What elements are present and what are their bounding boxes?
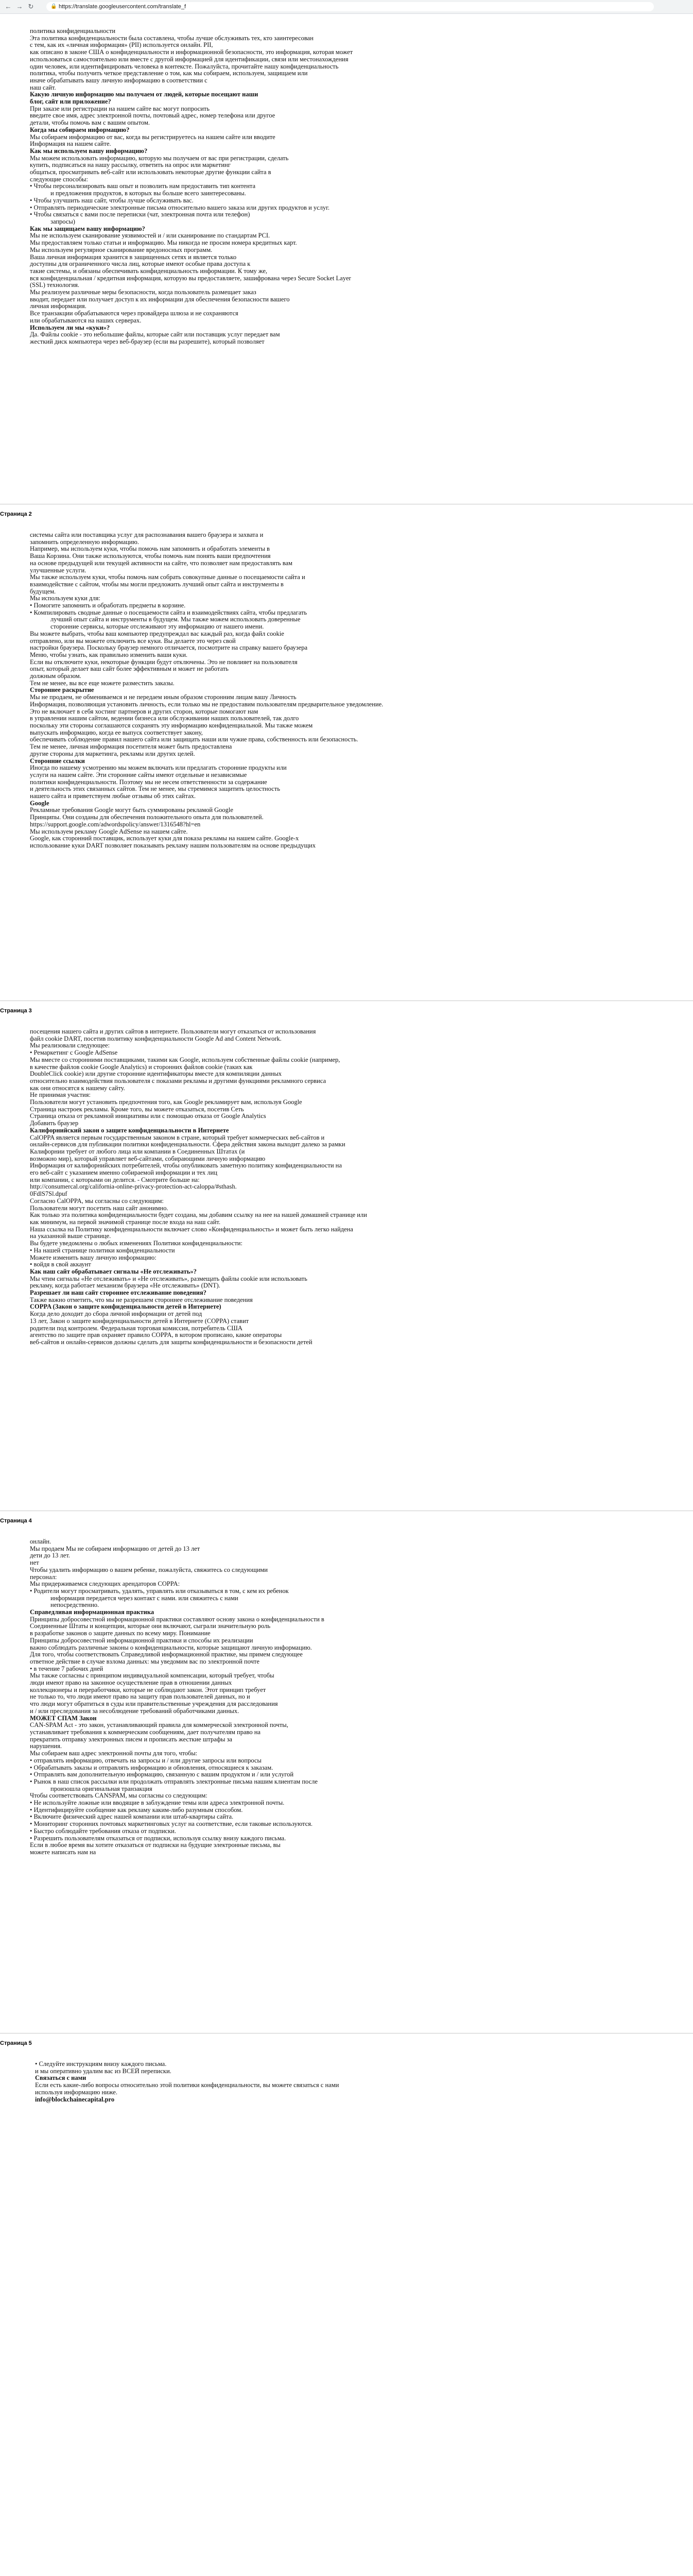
text-line: Также важно отметить, что мы не разрешаем стороннее отслеживание поведения — [30, 1296, 253, 1303]
text-line: введите свое имя, адрес электронной почты, почтовый адрес, номер телефона или другое — [30, 112, 275, 120]
text-line: ответное действие в случае взлома данных: мы уведомим вас по электронной почте — [30, 1658, 259, 1665]
text-line: услуги на нашем сайте. Эти сторонние сайты имеют отдельные и независимые — [30, 771, 247, 778]
text-line: должным образом. — [30, 673, 81, 680]
text-line: Добавить браузер — [30, 1120, 79, 1127]
text-line: отправлено, или вы можете отключить все куки. Вы делаете это через свой — [30, 637, 236, 645]
text-line: Ваша Корзина. Они также используются, чтобы помочь нам понять ваши предпочтения — [30, 553, 271, 560]
text-line: https://support.google.com/adwordspolicy/answer/1316548?hl=en — [30, 821, 201, 828]
section-heading: Как наш сайт обрабатывает сигналы «Не отслеживать»? — [30, 1268, 197, 1275]
text-line: Согласно CalOPPA, мы согласны со следующим: — [30, 1197, 164, 1205]
text-line: Когда дело доходит до сбора личной информации от детей под — [30, 1311, 202, 1318]
text-line: на основе предыдущей или текущей активности на сайте, что позволяет нам предоставлять вам — [30, 560, 292, 567]
text-line: улучшенные услуги. — [30, 567, 86, 574]
text-line: Мы предоставляем только статьи и информацию. Мы никогда не просим номера кредитных карт. — [30, 240, 297, 247]
text-line: Чтобы соответствовать CANSPAM, мы согласны со следующим: — [30, 1792, 207, 1800]
text-line: личная информация. — [30, 303, 86, 310]
text-line: Мы придерживаемся следующих арендаторов COPPA: — [30, 1581, 180, 1588]
page-text — [30, 28, 576, 346]
text-line: не только то, что люди имеют право на защиту прав пользователей данных, но и — [30, 1693, 250, 1701]
text-line: нарушения. — [30, 1743, 62, 1750]
text-line: в разработке законов о защите данных по всему миру. Понимание — [30, 1630, 211, 1637]
text-line: Тем не менее, вы все еще можете разместить заказы. — [30, 680, 175, 687]
section-heading: Какую личную информацию мы получаем от людей, которые посещают наши — [30, 91, 258, 98]
text-line: Эта политика конфиденциальности была составлена, чтобы лучше обслуживать тех, кто заинтересован — [30, 35, 314, 42]
text-line: файл cookie DART, посетив политику конфиденциальности Google Ad and Content Network. — [30, 1035, 282, 1042]
section-heading: COPPA (Закон о защите конфиденциальности детей в Интернете) — [30, 1303, 221, 1311]
text-line: • Разрешить пользователям отказаться от подписки, используя ссылку внизу каждого письма. — [30, 1835, 286, 1842]
text-line: с тем, как их «личная информация» (PII) используется онлайн. PII, — [30, 42, 213, 49]
text-line: Все транзакции обрабатываются через провайдера шлюза и не сохраняются — [30, 310, 238, 317]
page-label: Страница 3 — [0, 1008, 32, 1014]
text-line: как минимум, на первой значимой странице после входа на наш сайт. — [30, 1218, 221, 1226]
page-text — [30, 1538, 576, 1856]
text-line: Информация на нашем сайте. — [30, 141, 111, 148]
text-line: • Идентифицируйте сообщение как рекламу каким-либо разумным способом. — [30, 1806, 243, 1814]
text-line: коллекционеры и переработчики, которые не соблюдают закон. Этот принцип требует — [30, 1686, 266, 1693]
text-line: Мы используем куки для: — [30, 595, 100, 602]
page-text — [30, 1028, 576, 1346]
text-line: Рекламные требования Google могут быть суммированы рекламой Google — [30, 807, 233, 814]
text-line: и деятельность этих связанных сайтов. Тем не менее, мы стремимся защитить целостность — [30, 786, 280, 793]
text-line: • Чтобы улучшить наш сайт, чтобы лучше обслуживать вас. — [30, 197, 194, 204]
text-line: онлайн. — [30, 1538, 51, 1545]
text-line: • На нашей странице политики конфиденциальности — [30, 1247, 175, 1254]
reload-icon[interactable]: ↻ — [28, 3, 34, 10]
section-heading: блог, сайт или приложение? — [30, 98, 111, 106]
text-line: информация передается через контакт с нами. или свяжитесь с нами — [50, 1595, 238, 1602]
text-line: обеспечивать соблюдение правил нашего сайта или защищать наши или чужие права, собственность или безопасность. — [30, 736, 358, 743]
text-line: прекратить отправку электронных писем и прописать жесткие штрафы за — [30, 1736, 232, 1743]
text-line: использование куки DART позволяет показывать рекламу нашим пользователям на основе предыдущих — [30, 842, 316, 849]
text-line: в качестве файлов cookie Google Analytics) и сторонних файлов cookie (таких как — [30, 1063, 253, 1071]
text-line: Ваша личная информация хранится в защищенных сетях и является только — [30, 253, 237, 261]
text-line: • Обрабатывать заказы и отправлять информацию и обновления, относящиеся к заказам. — [30, 1764, 273, 1771]
text-line: купить, подписаться на нашу рассылку, ответить на опрос или маркетинг — [30, 162, 231, 169]
text-line: Вы можете выбрать, чтобы ваш компьютер предупреждал вас каждый раз, когда файл cookie — [30, 630, 284, 637]
text-line: такие системы, и обязаны обеспечивать конфиденциальность информации. К тому же, — [30, 267, 268, 275]
text-line: • отправлять информацию, отвечать на запросы и / или другие запросы или вопросы — [30, 1757, 262, 1764]
text-line: взаимодействие с сайтом, чтобы мы могли предложить лучший опыт сайта и инструменты в — [30, 581, 284, 588]
text-line: Мы не используем сканирование уязвимостей и / или сканирование по стандартам PCI. — [30, 232, 270, 240]
section-heading: Когда мы собираем информацию? — [30, 126, 130, 133]
text-line: Если есть какие-либо вопросы относительно этой политики конфиденциальности, вы можете связаться с нами — [35, 2082, 339, 2089]
text-line: Мы чтим сигналы «Не отслеживать» и «Не отслеживать», размещать файлы cookie или использовать — [30, 1275, 307, 1282]
text-line: Мы также согласны с принципом индивидуальной компенсации, который требует, чтобы — [30, 1672, 274, 1680]
section-heading: Сторонние ссылки — [30, 757, 85, 765]
text-line: рекламу, когда работает механизм браузера «Не отслеживать» (DNT). — [30, 1282, 220, 1290]
text-line: жесткий диск компьютера через веб-браузер (если вы разрешите), который позволяет — [30, 338, 265, 345]
text-line: в управлении нашим сайтом, ведении бизнеса или обслуживании наших пользователей, так долго — [30, 715, 299, 722]
text-line: Мы продаем Мы не собираем информацию от детей до 13 лет — [30, 1545, 200, 1552]
text-line: • в течение 7 рабочих дней — [30, 1665, 103, 1672]
text-line: Мы также используем куки, чтобы помочь нам собрать совокупные данные о посещаемости сайта и — [30, 574, 305, 581]
text-line: Принципы. Они созданы для обеспечения положительного опыта для пользователей. — [30, 814, 264, 821]
text-line: 13 лет, Закон о защите конфиденциальности детей в Интернете (COPPA) ставит — [30, 1317, 249, 1325]
text-line: можете написать нам на — [30, 1849, 96, 1856]
text-line: настройки браузера. Поскольку браузер немного отличается, посмотрите на справку вашего браузера — [30, 645, 308, 652]
text-line: • Не используйте ложные или вводящие в заблуждение темы или адреса электронной почты. — [30, 1800, 285, 1807]
lock-icon: 🔒 — [50, 4, 57, 9]
text-line: дети до 13 лет. — [30, 1552, 70, 1560]
text-line: политики конфиденциальности. Поэтому мы не несем ответственности за содержание — [30, 778, 267, 786]
text-line: Меню, чтобы узнать, как правильно изменить ваши куки. — [30, 651, 188, 658]
url-text: https://translate.googleusercontent.com/translate_f — [59, 4, 186, 10]
text-line: Вы будете уведомлены о любых изменениях Политики конфиденциальности: — [30, 1240, 242, 1247]
text-line: системы сайта или поставщика услуг для распознавания вашего браузера и захвата и — [30, 532, 264, 538]
text-line: Пользователи могут посетить наш сайт анонимно. — [30, 1205, 168, 1212]
text-line: • Мониторинг сторонних почтовых маркетинговых услуг на соответствие, если таковые используются. — [30, 1821, 313, 1828]
text-line: посещения нашего сайта и других сайтов в интернете. Пользователи могут отказаться от использования — [30, 1028, 316, 1035]
text-line: Это не включает в себя хостинг партнеров и других сторон, которые помогают нам — [30, 708, 258, 715]
text-line: • Родители могут просматривать, удалять, управлять или отказываться в том, с кем их ребенок — [30, 1587, 289, 1595]
text-line: его веб-сайт с указанием именно собираемой информации и тех лиц — [30, 1170, 218, 1177]
text-line: Страница настроек рекламы. Кроме того, вы можете отказаться, посетив Сеть — [30, 1106, 244, 1113]
browser-toolbar — [0, 0, 693, 14]
text-line: онлайн-сервисов для публикации политики конфиденциальности. Сфера действия закона выходит далеко за рамки — [30, 1141, 345, 1148]
text-line: Мы собираем информацию от вас, когда вы регистрируетесь на нашем сайте или вводите — [30, 133, 275, 141]
text-line: • Следуйте инструкциям внизу каждого письма. — [35, 2061, 167, 2067]
text-line: или обрабатываются на наших серверах. — [30, 317, 142, 324]
text-line: CalOPPA является первым государственным законом в стране, который требует коммерческих веб-сайтов и — [30, 1134, 325, 1141]
arrow-left-icon[interactable]: ← — [5, 3, 12, 10]
page-label: Страница 2 — [0, 511, 32, 517]
text-line: DoubleClick cookie) или другие сторонние идентификаторы вместе для компиляции данных — [30, 1071, 282, 1078]
text-line: поскольку эти стороны соглашаются сохранять эту информацию конфиденциальной. Мы также можем — [30, 722, 313, 729]
text-line: использоваться самостоятельно или вместе с другой информацией для идентификации, связи или местонахождения — [30, 56, 349, 63]
text-line: как они относятся к нашему сайту. — [30, 1084, 125, 1092]
arrow-right-icon[interactable]: → — [16, 3, 23, 10]
text-line: Мы используем регулярное сканирование вредоносных программ. — [30, 246, 213, 253]
section-heading: Как мы защищаем вашу информацию? — [30, 225, 145, 232]
text-line: устанавливает требования к коммерческим сообщениям, дает получателям право на — [30, 1728, 261, 1736]
text-line: важно соблюдать различные законы о конфиденциальности, которые защищают личную информацию. — [30, 1644, 312, 1651]
text-line: используя информацию ниже. — [35, 2089, 117, 2096]
text-line: Принципы добросовестной информационной практики составляют основу закона о конфиденциальности в — [30, 1616, 324, 1623]
text-line: запомнить определенную информацию. — [30, 538, 139, 546]
text-line: сторонние сервисы, которые отслеживают эту информацию от нашего имени. — [50, 623, 264, 631]
text-line: http://consumercal.org/california-online-privacy-protection-act-caloppa/#sthash. — [30, 1183, 237, 1191]
text-line: другие стороны для маркетинга, рекламы или других целей. — [30, 750, 195, 757]
text-line: Информация от калифорнийских потребителей, чтобы опубликовать заметную политику конфиденциальности на — [30, 1162, 342, 1170]
text-line: как описано в законе США о конфиденциальности и информационной безопасности, это информация, которая может — [30, 49, 353, 56]
text-line: Мы собираем ваш адрес электронной почты для того, чтобы: — [30, 1750, 198, 1757]
text-line: политика конфиденциальности — [30, 28, 116, 35]
text-line: политика, чтобы получить четкое представление о том, как мы собираем, используем, защищаем или — [30, 70, 308, 77]
text-line: Иногда по нашему усмотрению мы можем включать или предлагать сторонние продукты или — [30, 765, 287, 772]
text-line: относительно взаимодействия пользователя с показами рекламы и другими функциями рекламного сервиса — [30, 1077, 326, 1084]
text-line: и / или преследования за несоблюдение требований обработчиками данных. — [30, 1707, 239, 1715]
text-line: веб-сайтов и онлайн-сервисов должны сделать для защиты конфиденциальности и безопасности детей — [30, 1338, 313, 1346]
text-line: непосредственно. — [50, 1602, 99, 1609]
section-heading: Google — [30, 800, 49, 807]
section-heading: Разрешает ли наш сайт стороннее отслеживание поведения? — [30, 1290, 206, 1297]
text-line: • Ремаркетинг с Google AdSense — [30, 1049, 118, 1057]
text-line: Да. Файлы cookie - это небольшие файлы, которые сайт или поставщик услуг передает вам — [30, 331, 280, 338]
section-heading: Связаться с нами — [35, 2075, 86, 2082]
text-line: персонал: — [30, 1573, 57, 1581]
text-line: детали, чтобы помочь вам с вашим опытом. — [30, 120, 150, 127]
text-line: Калифорнии требует от любого лица или компании в Соединенных Штатах (и — [30, 1148, 245, 1155]
text-line: При заказе или регистрации на нашем сайте вас могут попросить — [30, 105, 210, 112]
page-text — [30, 2061, 576, 2103]
text-line: на указанной выше странице. — [30, 1233, 111, 1240]
text-line: родители под контролем. Федеральная торговая комиссия, потребитель США — [30, 1325, 242, 1332]
text-line: опыт, который делает ваш сайт более эффективным и может не работать — [30, 666, 229, 673]
text-line: Мы вместе со сторонними поставщиками, такими как Google, используем собственные файлы cookie (например, — [30, 1056, 340, 1063]
section-heading: МОЖЕТ СПАМ Закон — [30, 1715, 97, 1722]
text-line: • Включите физический адрес нашей компании или штаб-квартиры сайта. — [30, 1814, 234, 1821]
text-line: следующие способы: — [30, 176, 88, 183]
text-line: Чтобы удалить информацию о вашем ребенке, пожалуйста, свяжитесь со следующими — [30, 1566, 268, 1573]
text-line: произошла оригинальная транзакция — [50, 1785, 152, 1792]
text-line: Наша ссылка на Политику конфиденциальности включает слово «Конфиденциальность» и может быть легко найдена — [30, 1226, 353, 1233]
text-line: нашего сайта и приветствуем любые отзывы об этих сайтах. — [30, 793, 196, 800]
text-line: иначе обрабатывать вашу личную информацию в соответствии с — [30, 77, 207, 84]
text-line: Google, как сторонний поставщик, использует куки для показа рекламы на нашем сайте. Google-х — [30, 835, 299, 842]
text-line: (SSL) технология. — [30, 282, 80, 289]
text-line: • Отправлять вам дополнительную информацию, связанную с вашим продуктом и / или услугой — [30, 1771, 294, 1778]
text-line: выпускать информацию, когда ее выпуск соответствует закону, — [30, 729, 203, 736]
text-line: • Отправлять периодические электронные письма относительно вашего заказа или других продуктов и услуг. — [30, 204, 330, 211]
text-line: • войдя в свой аккаунт — [30, 1261, 91, 1268]
text-line: CAN-SPAM Act - это закон, устанавливающий правила для коммерческой электронной почты, — [30, 1722, 288, 1729]
text-line: Не принимая участия: — [30, 1092, 91, 1099]
text-line: Мы используем рекламу Google AdSense на нашем сайте. — [30, 828, 188, 835]
text-line: лучший опыт сайта и инструменты в будущем. Мы также можем использовать доверенные — [50, 616, 301, 623]
text-line: нет — [30, 1560, 39, 1567]
section-heading: Как мы используем вашу информацию? — [30, 147, 148, 155]
section-heading: Справедливая информационная практика — [30, 1609, 154, 1616]
text-line: Пользователи могут установить предпочтения того, как Google рекламирует вам, используя Google — [30, 1099, 302, 1106]
text-line: Например, мы используем куки, чтобы помочь нам запомнить и обработать элементы в — [30, 546, 270, 553]
address-bar[interactable] — [46, 2, 654, 11]
text-line: вводит, передает или получает доступ к их информации для обеспечения безопасности вашего — [30, 296, 290, 303]
text-line: агентство по защите прав охраняет правило COPPA, в котором прописано, какие операторы — [30, 1332, 282, 1339]
text-line: что люди могут обратиться в суды или правительственные учреждения для расследования — [30, 1701, 278, 1708]
text-line: Как только эта политика конфиденциальности будет создана, мы добавим ссылку на нее на нашей домашней странице или — [30, 1212, 367, 1219]
text-line: запросы) — [50, 218, 75, 225]
text-line: • Компилировать сводные данные о посещаемости сайта и взаимодействиях сайта, чтобы предлагать — [30, 609, 307, 616]
text-line: Информация, позволяющая установить личность, если только мы не предоставим пользователям предварительное уведомление. — [30, 701, 384, 708]
text-line: вся конфиденциальная / кредитная информация, которую вы предоставляете, зашифрована через Secure Socket Layer — [30, 275, 351, 282]
section-heading: info@blockchainecapital.pro — [35, 2096, 115, 2103]
text-line: наш сайт. — [30, 84, 56, 91]
page-label: Страница 5 — [0, 2040, 32, 2046]
text-line: Тем не менее, личная информация посетителя может быть предоставлена — [30, 743, 232, 751]
text-line: Если вы отключите куки, некоторые функции будут отключены. Это не повлияет на пользователя — [30, 658, 298, 666]
text-line: Мы можем использовать информацию, которую мы получаем от вас при регистрации, сделать — [30, 155, 289, 162]
text-line: общаться, просматривать веб-сайт или использовать некоторые другие функции сайта в — [30, 169, 271, 176]
page-text — [30, 532, 576, 850]
text-line: один человек, или идентифицировать человека в контексте. Пожалуйста, прочитайте нашу конфиденциальность — [30, 63, 339, 70]
section-heading: Калифорнийский закон о защите конфиденциальности в Интернете — [30, 1127, 229, 1134]
text-line: будущем. — [30, 588, 56, 595]
text-line: • Чтобы персонализировать ваш опыт и позволить нам предоставить тип контента — [30, 183, 256, 190]
text-line: Если в любое время вы хотите отказаться от подписки на будущие электронные письма, вы — [30, 1842, 281, 1849]
text-line: Соединенные Штаты и концепции, которые они включают, сыграли значительную роль — [30, 1623, 271, 1630]
text-line: люди имеют право на законное осуществление прав в отношении данных — [30, 1680, 232, 1687]
text-line: • Рынок в наш список рассылки или продолжать отправлять электронные письма нашим клиентам после — [30, 1778, 318, 1785]
text-line: Мы реализовали следующее: — [30, 1042, 110, 1049]
text-line: и мы оперативно удалим вас из ВСЕЙ переписки. — [35, 2067, 171, 2075]
section-heading: Стороннее раскрытие — [30, 687, 94, 694]
text-line: Страница отказа от рекламной инициативы или с помощью отказа от Google Analytics — [30, 1113, 266, 1120]
text-line: или компании, с которыми он делится. - Смотрите больше на: — [30, 1176, 200, 1183]
text-line: и предложения продуктов, в которых вы больше всего заинтересованы. — [50, 190, 246, 197]
page-label: Страница 4 — [0, 1518, 32, 1524]
section-heading: Используем ли мы «куки»? — [30, 324, 110, 331]
text-line: Принципы добросовестной информационной практики и способы их реализации — [30, 1637, 253, 1644]
text-line: Мы реализуем различные меры безопасности, когда пользователь размещает заказ — [30, 289, 256, 296]
text-line: Мы не продаем, не обмениваемся и не передаем иным образом сторонним лицам вашу Личность — [30, 694, 297, 701]
text-line: • Быстро соблюдайте требования отказа от подписки. — [30, 1827, 176, 1835]
text-line: 0FdlS7Sl.dpuf — [30, 1191, 67, 1198]
text-line: Можете изменить вашу личную информацию: — [30, 1254, 157, 1261]
text-line: доступны для ограниченного числа лиц, которые имеют особые права доступа к — [30, 261, 251, 268]
text-line: возможно мир), который управляет веб-сайтами, собирающими личную информацию — [30, 1155, 266, 1162]
text-line: • Помогите запомнить и обработать предметы в корзине. — [30, 602, 186, 609]
text-line: • Чтобы связаться с вами после переписки (чат, электронная почта или телефон) — [30, 211, 250, 218]
text-line: Для того, чтобы соответствовать Справедливой информационной практике, мы примем следующее — [30, 1651, 303, 1658]
